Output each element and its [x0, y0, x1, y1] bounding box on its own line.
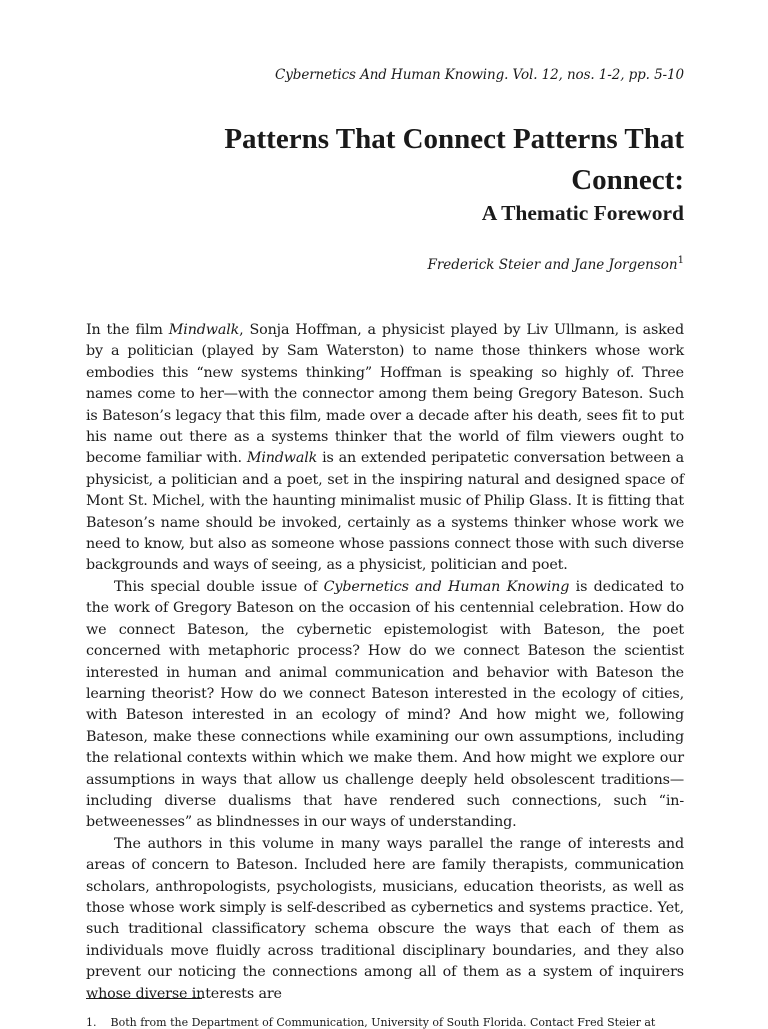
italic-title: Mindwalk [246, 450, 318, 467]
italic-title: Mindwalk [168, 322, 240, 338]
author-line [427, 255, 684, 273]
article-body [86, 320, 684, 1005]
running-head: Cybernetics And Human Knowing. Vol. 12, nos. 1-2, pp. 5-10 [275, 67, 684, 83]
footnote-number: 1. [86, 1016, 97, 1029]
footnote-text: Both from the Department of Communication, University of South Florida. Contact Fred Steier at [110, 1016, 656, 1029]
article-subtitle: A Thematic Foreword [481, 201, 684, 225]
footnote [86, 1016, 686, 1029]
italic-title: Cybernetics and Human Knowing [323, 578, 570, 595]
paragraph-2: This special double issue of Cybernetics and Human Knowing is dedicated to the work of Gregory Bateson on the occasion of his centennial celebration. How do we connect Bateson, the cybernetic epistemologist with Bateson, the poet concerned with metaphoric process? How do we connect Bateson the scientist interested in human and animal communication and behavior with Bateson the learning theorist? How do we connect Bateson interested in the ecology of cities, with Bateson interested in an ecology of mind? And how might we, following Bateson, make these connections while examining our own assumptions, including the relational contexts within which we make them. And how might we explore our assumptions in ways that allow us challenge deeply held obsolescent traditions—including diverse dualisms that have rendered such connections, such “in-betweenesses” as blindnesses in our ways of understanding. [86, 578, 684, 831]
footnote-divider [86, 998, 202, 999]
author-names: Frederick Steier and Jane Jorgenson [427, 257, 678, 273]
article-title: Patterns That Connect Patterns That Connect: [224, 123, 684, 196]
author-footnote-mark: 1 [677, 255, 684, 266]
paragraph-3: The authors in this volume in many ways parallel the range of interests and areas of concern to Bateson. Included here are family therapists, communication scholars, anthropologists, psychologists, musicians, education theorists, as well as those whose work simply is self-described as cybernetics and systems practice. Yet, such traditional classificatory schema obscure the ways that each of them as individuals move fluidly across traditional disciplinary boundaries, and they also prevent our noticing the connections among all of them as a system of inquirers whose diverse interests are [86, 835, 684, 1002]
paragraph-1: In the film Mindwalk, Sonja Hoffman, a physicist played by Liv Ullmann, is asked by a politician (played by Sam Waterston) to name those thinkers whose work embodies this “new systems thinking” Hoffman is speaking so highly of. Three names come to her—with the connector among them being Gregory Bateson. Such is Bateson’s legacy that this film, made over a decade after his death, sees fit to put his name out there as a systems thinker that the world of film viewers ought to become familiar with. Mindwalk is an extended peripatetic conversation between a physicist, a politician and a poet, set in the inspiring natural and designed space of Mont St. Michel, with the haunting minimalist music of Philip Glass. It is fitting that Bateson’s name should be invoked, certainly as a systems thinker whose work we need to know, but also as someone whose passions connect those with such diverse backgrounds and ways of seeing, as a physicist, politician and poet. [86, 322, 684, 574]
